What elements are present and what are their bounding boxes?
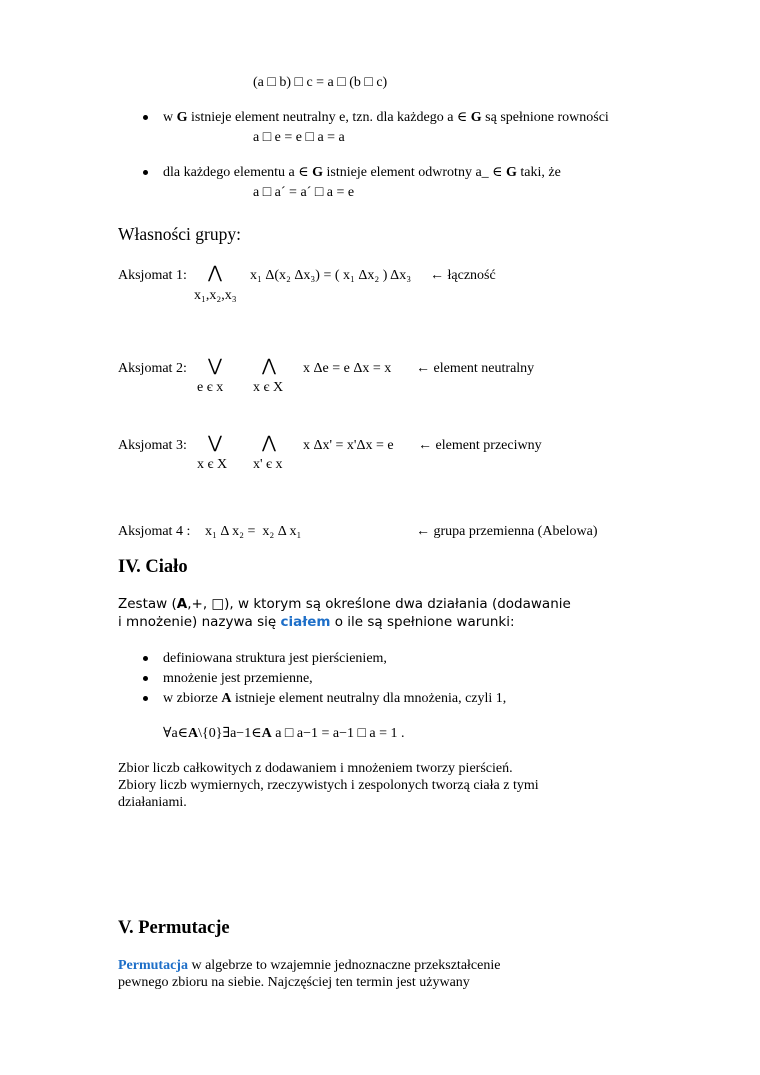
field-examples-line2: Zbiory liczb wymiernych, rzeczywistych i zespolonych tworzą ciała z tymi [118,778,539,793]
permutation-definition-line2: pewnego zbioru na siebie. Najczęściej ten termin jest używany [118,975,470,990]
exists-icon: ⋁ [208,433,222,452]
permutacja-link[interactable]: Permutacja [118,958,188,973]
forall-icon: ⋀ [208,263,222,282]
axiom2-note: ← element neutralny [416,361,535,376]
inverse-element-text: dla każdego elementu a ∈ G istnieje element odwrotny a_ ∈ G taki, że [163,165,561,180]
axiom4-note: ← grupa przemienna (Abelowa) [416,524,598,539]
field-definition-line2: i mnożenie) nazywa się ciałem o ile są spełnione warunki: [118,614,515,630]
permutation-definition-line1: Permutacja w algebrze to wzajemnie jednoznaczne przekształcenie [118,958,501,973]
axiom2-sub2: x є X [253,380,284,395]
axiom2-sub1: e є x [197,380,224,395]
bullet-icon [143,170,148,175]
forall-icon: ⋀ [262,356,276,375]
bullet-icon [143,656,148,661]
axiom3-sub1: x є X [197,457,228,472]
bullet-icon [143,696,148,701]
axiom4-formula: x₁ Δ x₂ = x₂ Δ x₁ [205,524,302,539]
section-heading-permutacje: V. Permutacje [118,918,230,938]
bullet-icon [143,115,148,120]
axiom4-label: Aksjomat 4 : [118,524,191,539]
axiom1-note: ← łączność [430,268,496,283]
inverse-multiplication-formula: ∀a∈A\{0}∃a−1∈A a □ a−1 = a−1 □ a = 1 . [163,726,405,741]
neutral-element-text: w G istnieje element neutralny e, tzn. dla każdego a ∈ G są spełnione rowności [163,110,609,125]
forall-icon: ⋀ [262,433,276,452]
bullet-icon [143,676,148,681]
field-definition-line1: Zestaw (A,+, □), w ktorym są określone dwa działania (dodawanie [118,596,571,612]
axiom2-formula: x Δe = e Δx = x [303,361,392,376]
axiom1-label: Aksjomat 1: [118,268,187,283]
axiom3-formula: x Δx' = x'Δx = e [303,438,394,453]
list-item: definiowana struktura jest pierścieniem, [163,651,387,666]
properties-heading: Własności grupy: [118,224,241,244]
axiom3-note: ← element przeciwny [418,438,542,453]
field-examples-line1: Zbior liczb całkowitych z dodawaniem i mnożeniem tworzy pierścień. [118,761,513,776]
associativity-formula: (a □ b) □ c = a □ (b □ c) [253,75,388,90]
axiom1-formula: x₁ Δ(x₂ Δx₃) = ( x₁ Δx₂ ) Δx₃ [250,268,412,283]
axiom1-quantifier-sub: x₁,x₂,x₃ [194,288,237,303]
axiom2-label: Aksjomat 2: [118,361,187,376]
inverse-element-formula: a □ a´ = a´ □ a = e [253,185,355,200]
neutral-element-formula: a □ e = e □ a = a [253,130,345,145]
axiom3-label: Aksjomat 3: [118,438,187,453]
list-item: w zbiorze A istnieje element neutralny dla mnożenia, czyli 1, [163,691,507,706]
axiom3-sub2: x' є x [253,457,283,472]
exists-icon: ⋁ [208,356,222,375]
field-examples-line3: działaniami. [118,795,187,810]
section-heading-cialo: IV. Ciało [118,557,188,577]
list-item: mnożenie jest przemienne, [163,671,313,686]
cialo-link[interactable]: ciałem [280,614,331,630]
